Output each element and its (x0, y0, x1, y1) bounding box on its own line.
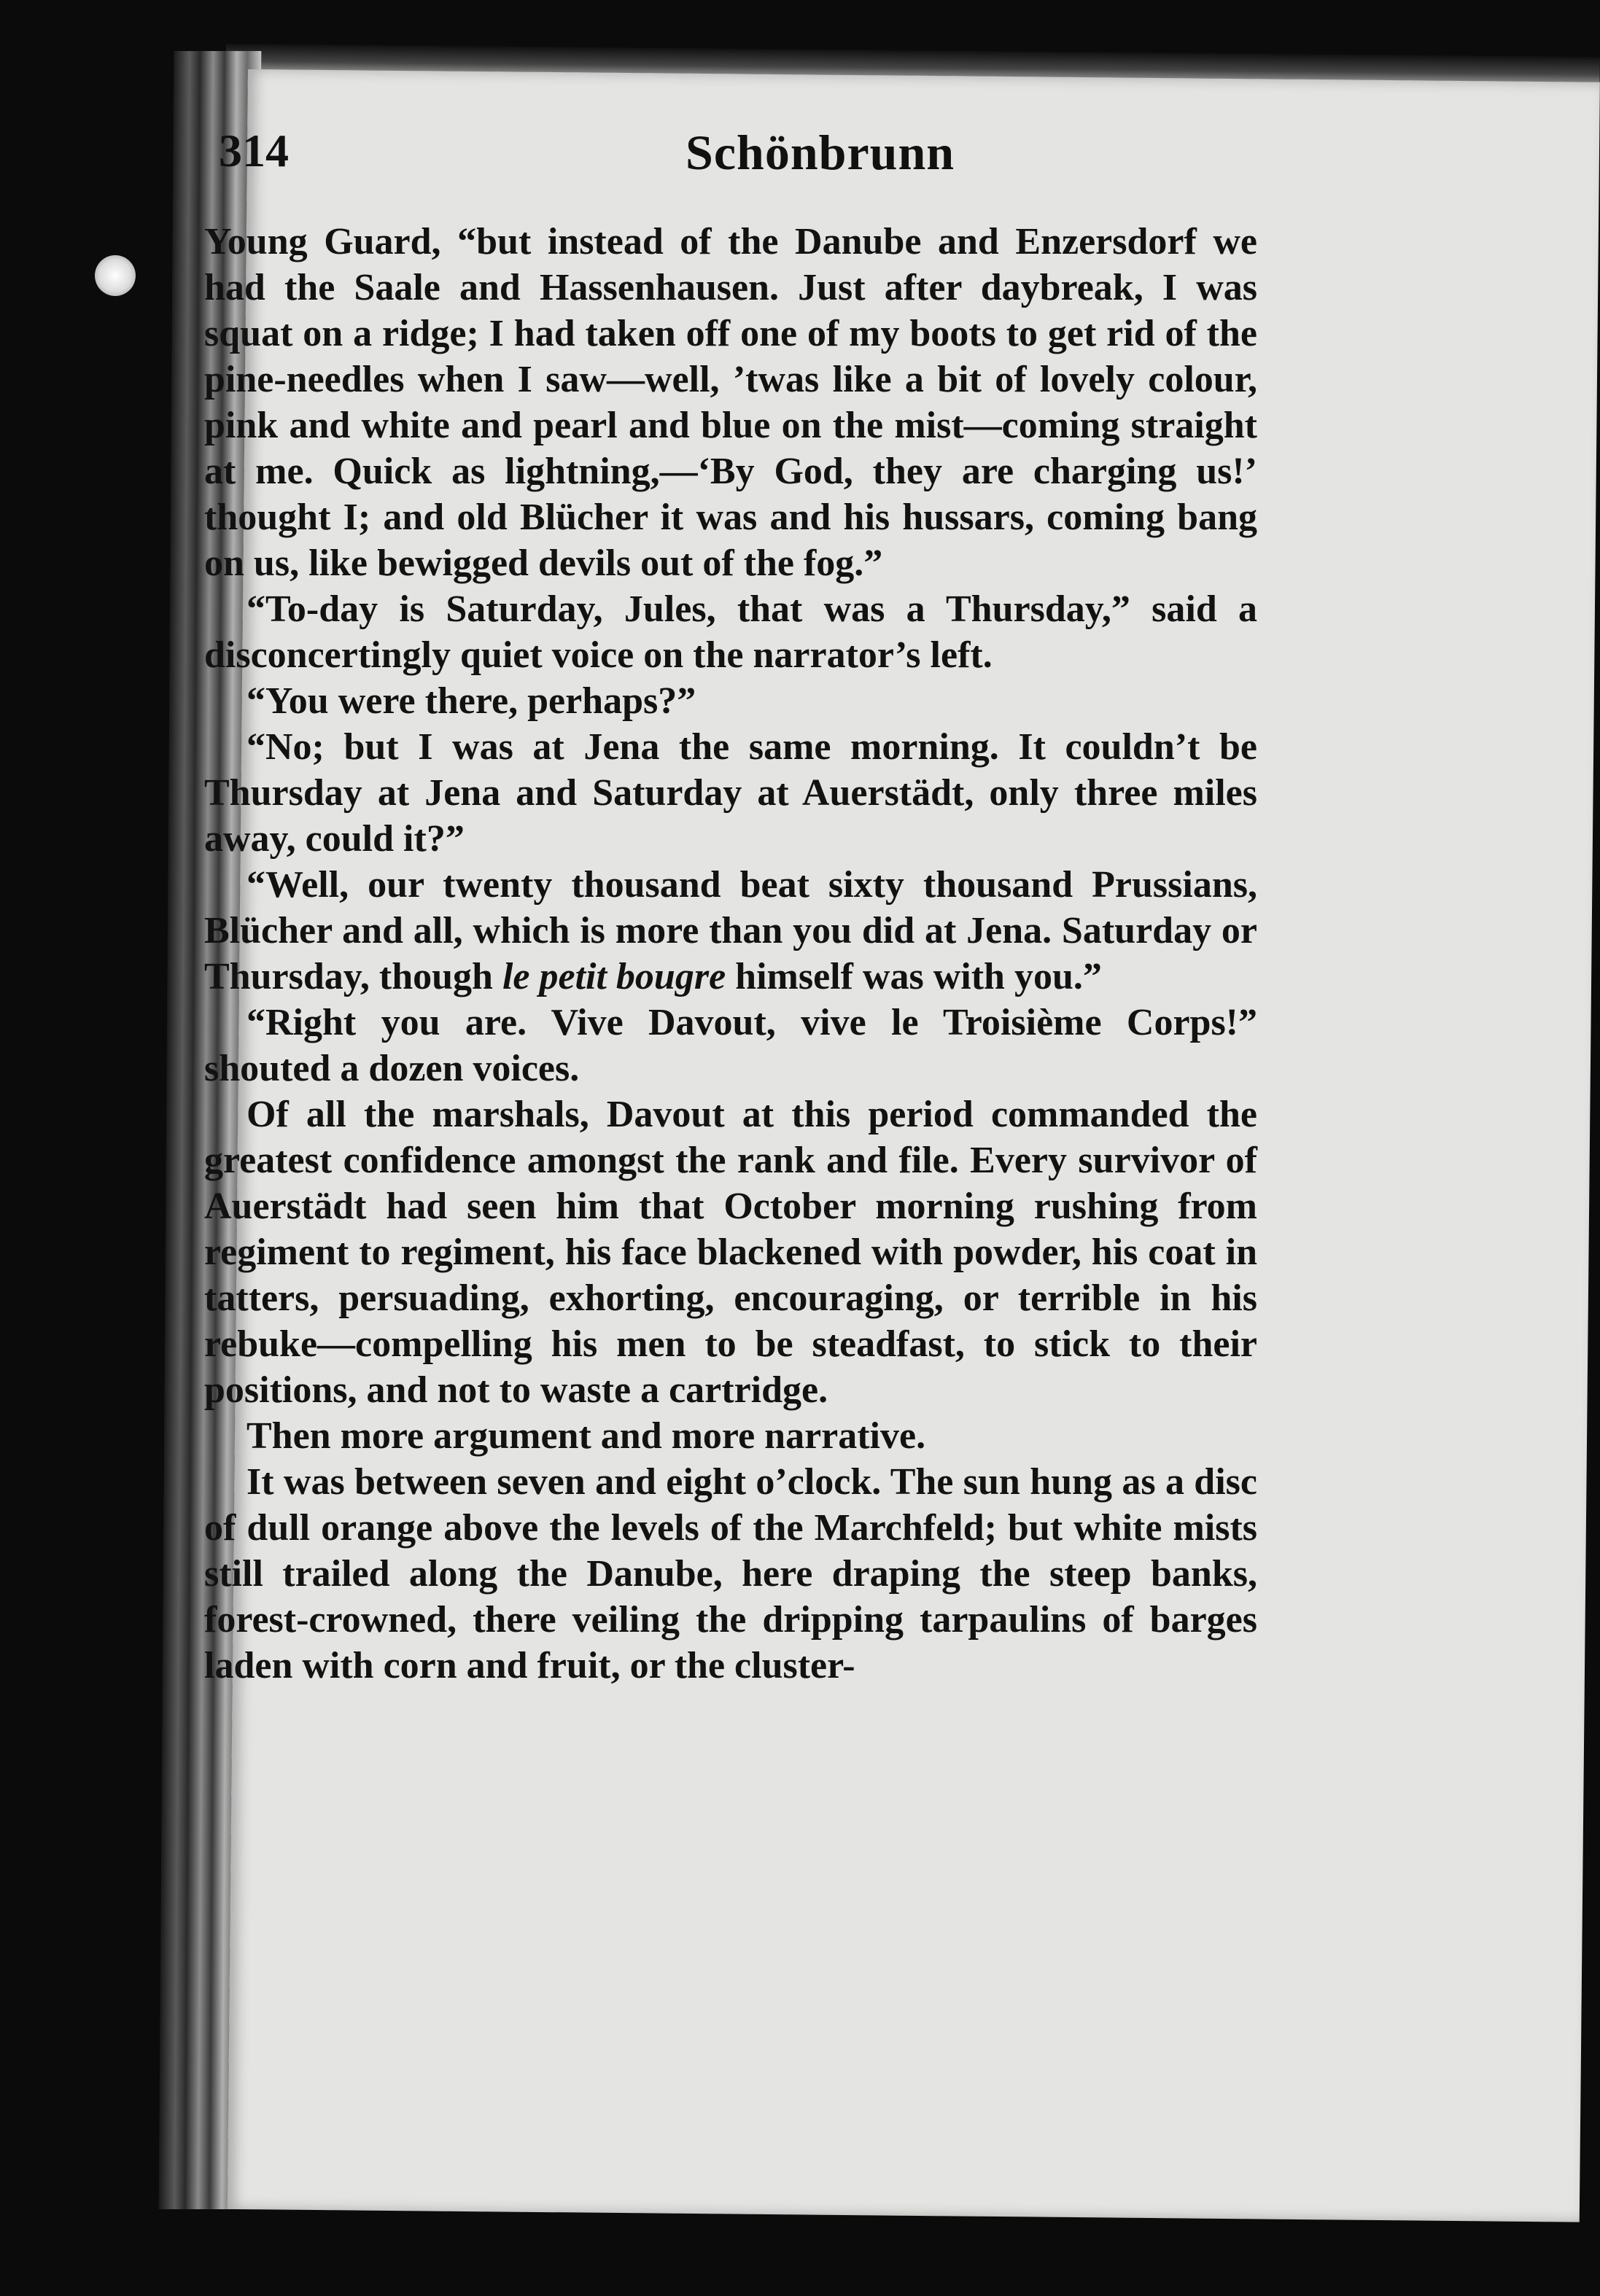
running-head: Schönbrunn (686, 125, 955, 180)
paragraph-1: Young Guard, “but instead of the Danube and Enzersdorf we had the Saale and Hassenhausen. Just after daybreak, I was squat on a ridge; I had taken off one of my boots to get rid of the pine-needles when I saw—well, ’twas like a bit of lovely colour, pink and white and pearl and blue on the mist—coming straight at me. Quick as lightning,—‘By God, they are charging us!’ thought I; and old Blücher it was and his hussars, coming bang on us, like bewigged devils out of the fog.” (204, 221, 1257, 584)
paragraph-6: “Right you are. Vive Davout, vive le Troisième Corps!” shouted a dozen voices. (204, 1002, 1257, 1089)
paragraph-7: Of all the marshals, Davout at this period commanded the greatest confidence amongst the rank and file. Every survivor of Auerstädt had seen him that October morning rushing from regiment to regiment, his face blackened with powder, his coat in tatters, persuading, exhorting, encouraging, or terrible in his rebuke—compelling his men to be steadfast, to stick to their positions, and not to waste a cartridge. (204, 1094, 1257, 1411)
page-number: 314 (219, 125, 289, 176)
paragraph-2: “To-day is Saturday, Jules, that was a Thursday,” said a disconcertingly quiet voice on the narrator’s left. (204, 588, 1257, 676)
body-text (204, 219, 1257, 1689)
scan-blemish (95, 255, 136, 296)
paragraph-5-end: himself was with you.” (726, 956, 1102, 997)
page-header (219, 124, 1240, 211)
paragraph-8: Then more argument and more narrative. (246, 1415, 926, 1457)
paragraph-5-start: “Well, our twenty thousand beat sixty thousand Prussians, Blücher and all, which is more than you did at Jena. Saturday or Thursday, though (204, 864, 1257, 997)
paragraph-4: “No; but I was at Jena the same morning. It couldn’t be Thursday at Jena and Saturday at Auerstädt, only three miles away, could it?” (204, 726, 1257, 860)
italic-phrase: le petit bougre (502, 956, 726, 997)
paragraph-9: It was between seven and eight o’clock. The sun hung as a disc of dull orange above the levels of the Marchfeld; but white mists still trailed along the Danube, here draping the steep banks, forest-crowned, there veiling the dripping tarpaulins of barges laden with corn and fruit, or the cluster- (204, 1461, 1257, 1686)
paragraph-3: “You were there, perhaps?” (246, 680, 696, 722)
paragraph-5 (204, 862, 1257, 1000)
